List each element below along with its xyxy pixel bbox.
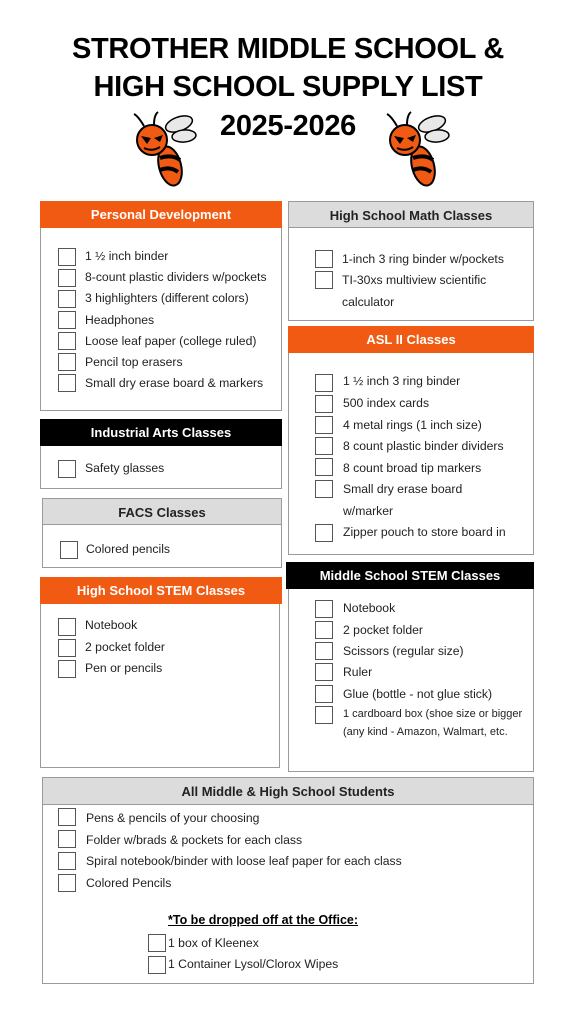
list-item: 1 cardboard box (shoe size or bigger [343, 708, 523, 720]
office-dropoff-note: *To be dropped off at the Office: [168, 913, 359, 927]
checkbox[interactable] [148, 934, 166, 952]
checkbox[interactable] [315, 395, 333, 413]
checkbox[interactable] [315, 600, 333, 618]
title-line-1: STROTHER MIDDLE SCHOOL & [71, 33, 505, 65]
facs-header: FACS Classes [42, 498, 282, 525]
checkbox[interactable] [315, 416, 333, 434]
checkbox[interactable] [58, 808, 76, 826]
checkbox[interactable] [315, 706, 333, 724]
hs-math-header: High School Math Classes [288, 201, 534, 228]
list-item: Colored Pencils [86, 876, 172, 890]
checkbox[interactable] [315, 685, 333, 703]
checkbox[interactable] [58, 353, 76, 371]
checkbox[interactable] [58, 248, 76, 266]
checkbox[interactable] [148, 956, 166, 974]
checkbox[interactable] [315, 480, 333, 498]
list-item: Notebook [85, 618, 138, 632]
checkbox[interactable] [315, 271, 333, 289]
list-item: Ruler [343, 665, 373, 679]
checkbox[interactable] [58, 332, 76, 350]
checkbox[interactable] [58, 639, 76, 657]
list-item: Pen or pencils [85, 661, 163, 675]
list-item: 3 highlighters (different colors) [85, 291, 249, 305]
list-item: Notebook [343, 601, 396, 615]
list-item: Glue (bottle - not glue stick) [343, 687, 493, 701]
hs-stem-header: High School STEM Classes [40, 577, 282, 604]
checkbox[interactable] [58, 460, 76, 478]
checkbox[interactable] [315, 663, 333, 681]
list-item: 8 count broad tip markers [343, 461, 482, 475]
list-item: Small dry erase board & markers [85, 376, 264, 390]
checkbox[interactable] [58, 618, 76, 636]
list-item: 2 pocket folder [85, 640, 165, 654]
checkbox[interactable] [58, 311, 76, 329]
checkbox[interactable] [315, 621, 333, 639]
ms-stem-header: Middle School STEM Classes [286, 562, 534, 589]
checkbox[interactable] [58, 830, 76, 848]
list-item: 1 ½ inch 3 ring binder [343, 374, 461, 388]
list-item: Safety glasses [85, 461, 165, 475]
checkbox[interactable] [58, 874, 76, 892]
list-item: 8 count plastic binder dividers [343, 439, 504, 453]
checkbox[interactable] [315, 250, 333, 268]
checkbox[interactable] [315, 458, 333, 476]
list-item: 1-inch 3 ring binder w/pockets [342, 252, 504, 266]
yellow-jacket-mascot-icon [132, 110, 200, 190]
list-item: 1 Container Lysol/Clorox Wipes [168, 957, 339, 971]
all-students-header: All Middle & High School Students [42, 777, 534, 805]
list-item-continued: calculator [342, 295, 395, 309]
checkbox[interactable] [58, 660, 76, 678]
list-item: 4 metal rings (1 inch size) [343, 418, 482, 432]
personal-development-header: Personal Development [40, 201, 282, 228]
list-item-continued: (any kind - Amazon, Walmart, etc. [343, 726, 508, 738]
checkbox[interactable] [58, 269, 76, 287]
list-item: Small dry erase board [343, 482, 463, 496]
checkbox[interactable] [315, 642, 333, 660]
list-item: Loose leaf paper (college ruled) [85, 334, 257, 348]
title-year: 2025-2026 [220, 110, 356, 142]
checkbox[interactable] [60, 541, 78, 559]
list-item-continued: w/marker [343, 504, 394, 518]
asl-header: ASL II Classes [288, 326, 534, 353]
checkbox[interactable] [58, 290, 76, 308]
list-item: Zipper pouch to store board in [343, 525, 506, 539]
checkbox[interactable] [315, 524, 333, 542]
checkbox[interactable] [315, 437, 333, 455]
checkbox[interactable] [58, 374, 76, 392]
hs-stem-box [40, 603, 280, 768]
list-item: Scissors (regular size) [343, 644, 464, 658]
yellow-jacket-mascot-icon [385, 110, 453, 190]
list-item: 500 index cards [343, 396, 430, 410]
list-item: Headphones [85, 313, 155, 327]
checkbox[interactable] [58, 852, 76, 870]
list-item: 1 box of Kleenex [168, 936, 259, 950]
title-line-2: HIGH SCHOOL SUPPLY LIST [93, 71, 483, 103]
list-item: 8-count plastic dividers w/pockets [85, 270, 267, 284]
list-item: Colored pencils [86, 542, 171, 556]
list-item: Pens & pencils of your choosing [86, 811, 260, 825]
checkbox[interactable] [315, 374, 333, 392]
list-item: 2 pocket folder [343, 623, 423, 637]
list-item: Spiral notebook/binder with loose leaf paper for each class [86, 854, 402, 868]
industrial-arts-header: Industrial Arts Classes [40, 419, 282, 446]
list-item: 1 ½ inch binder [85, 249, 169, 263]
list-item: Pencil top erasers [85, 355, 183, 369]
list-item: TI-30xs multiview scientific [342, 273, 487, 287]
list-item: Folder w/brads & pockets for each class [86, 833, 303, 847]
